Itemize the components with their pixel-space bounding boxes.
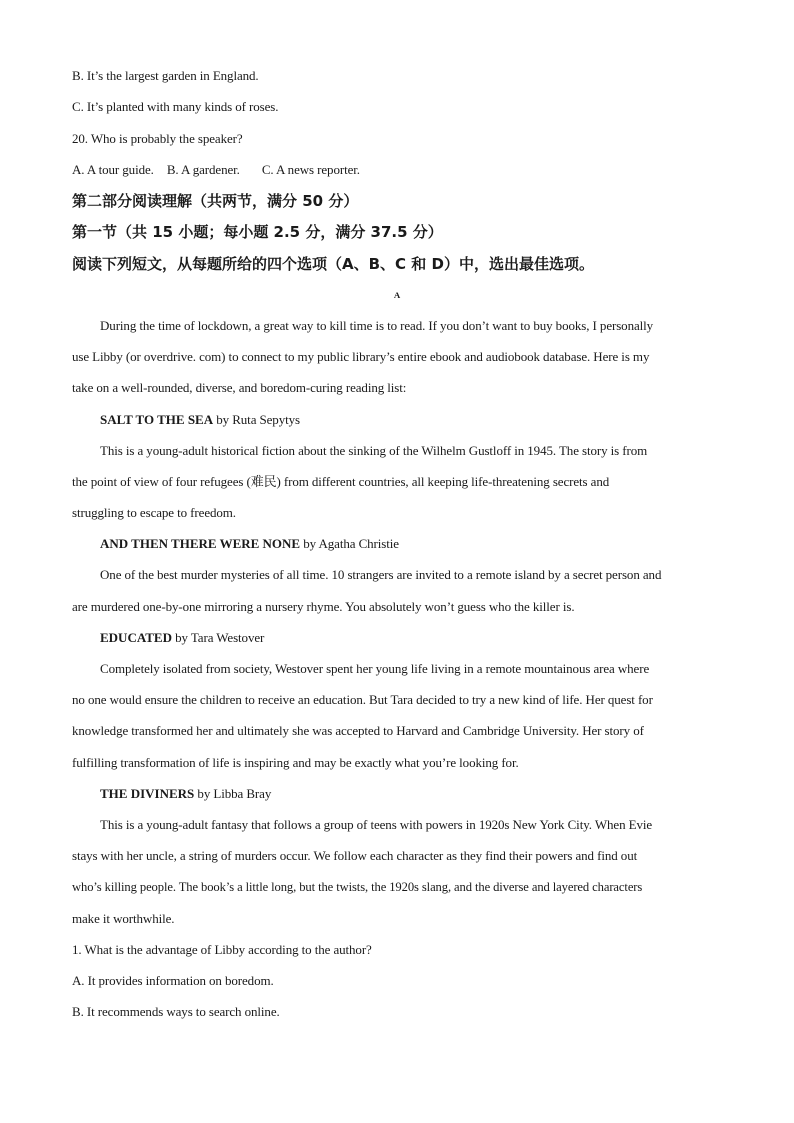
q19-option-c: C. It’s planted with many kinds of roses. [72,99,279,114]
book-desc-line: struggling to escape to freedom. [72,505,236,520]
book-desc-line: stays with her uncle, a string of murders occur. We follow each character as they find their powers and find out [72,848,638,863]
book-author: by Libba Bray [194,786,272,801]
q1-option-a: A. It provides information on boredom. [72,973,274,988]
book-heading [100,536,399,552]
section-title: 第一节（共 15 小题；每小题 2.5 分，满分 37.5 分） [72,223,443,241]
book-author: by Tara Westover [172,630,265,645]
book-title: EDUCATED [100,630,172,645]
q20-option-a: A. A tour guide. [72,162,154,177]
intro-line-1: During the time of lockdown, a great way to kill time is to read. If you don’t want to buy books, I personally [100,318,654,333]
part-title: 第二部分阅读理解（共两节，满分 50 分） [72,192,359,210]
book-desc-line: Completely isolated from society, Westover spent her young life living in a remote mountainous area where [100,661,650,676]
book-heading [100,412,300,428]
book-author: by Ruta Sepytys [213,412,300,427]
book-desc-line: make it worthwhile. [72,911,175,926]
book-desc-line: who’s killing people. The book’s a little long, but the twists, the 1920s slang, and the diverse and layered characters [72,880,643,894]
book-desc-line: knowledge transformed her and ultimately she was accepted to Harvard and Cambridge University. Her story of [72,723,644,738]
intro-line-2: use Libby (or overdrive. com) to connect to my public library’s entire ebook and audiobook database. Here is my [72,349,650,364]
intro-line-3: take on a well-rounded, diverse, and boredom-curing reading list: [72,380,407,395]
q20-option-b: B. A gardener. [166,162,240,177]
q20-options [72,162,360,178]
book-desc-line: This is a young-adult fantasy that follows a group of teens with powers in 1920s New York City. When Evie [100,817,653,832]
book-desc-line: no one would ensure the children to receive an education. But Tara decided to try a new kind of life. Her quest for [72,692,653,707]
q20-question: 20. Who is probably the speaker? [72,131,243,146]
book-desc-line: fulfilling transformation of life is inspiring and may be exactly what you’re looking for. [72,755,519,770]
book-title: SALT TO THE SEA [100,412,214,427]
q1-question: 1. What is the advantage of Libby according to the author? [72,942,372,957]
q19-option-b: B. It’s the largest garden in England. [72,68,259,83]
book-title: AND THEN THERE WERE NONE [100,536,301,551]
book-heading [100,786,271,802]
book-heading [100,630,264,646]
book-title: THE DIVINERS [100,786,195,801]
section-instruction: 阅读下列短文，从每题所给的四个选项（A、B、C 和 D）中，选出最佳选项。 [72,255,594,273]
q1-option-b: B. It recommends ways to search online. [72,1004,280,1019]
book-author: by Agatha Christie [300,536,399,551]
book-desc-line: This is a young-adult historical fiction about the sinking of the Wilhelm Gustloff in 1945. The story is from [100,443,648,458]
passage-label: A [393,290,401,300]
book-desc-line: are murdered one-by-one mirroring a nursery rhyme. You absolutely won’t guess who the killer is. [72,599,575,614]
q20-option-c: C. A news reporter. [261,162,360,177]
book-desc-line: One of the best murder mysteries of all time. 10 strangers are invited to a remote island by a secret person and [100,567,662,582]
book-desc-line: the point of view of four refugees (难民) from different countries, all keeping life-threatening secrets and [72,474,610,489]
